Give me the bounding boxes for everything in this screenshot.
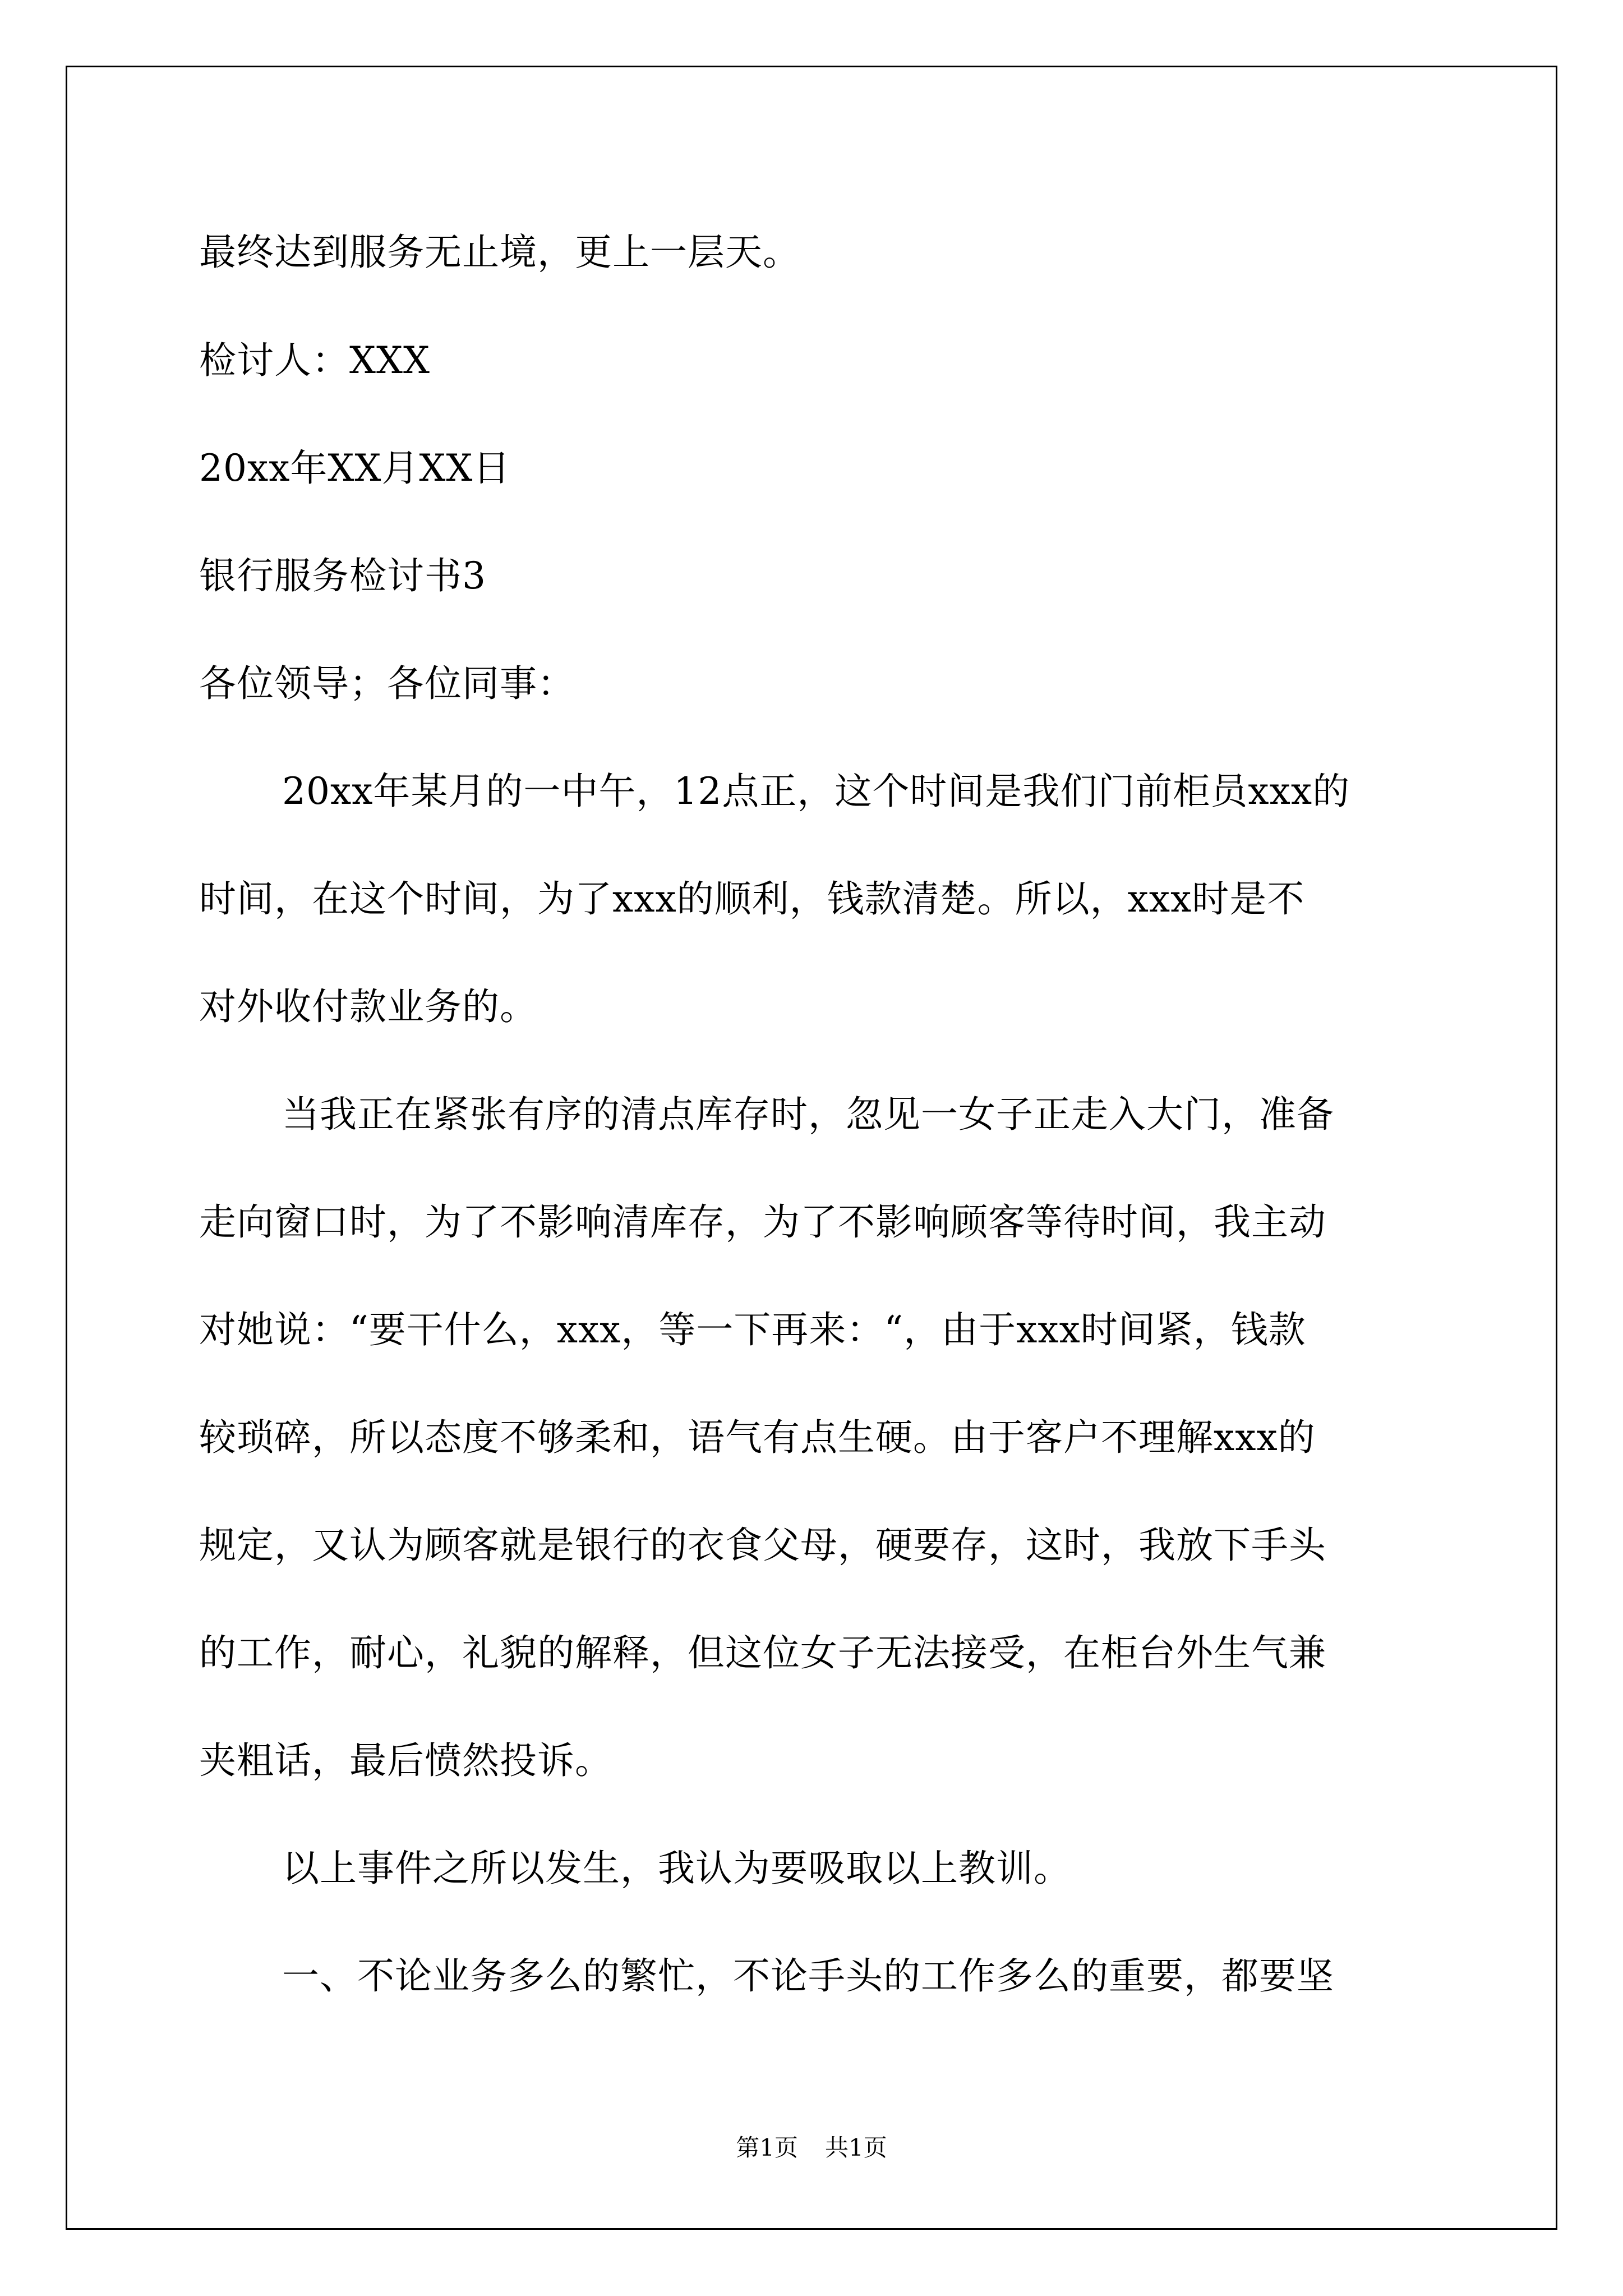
text-line: 20xx年某月的一中午，12点正，这个时间是我们门前柜员xxx的 (282, 770, 1350, 813)
text-line: 走向窗口时，为了不影响清库存，为了不影响顾客等待时间，我主动 (199, 1200, 1326, 1244)
text-line: 规定，又认为顾客就是银行的衣食父母，硬要存，这时，我放下手头 (199, 1524, 1326, 1567)
text-line: 较琐碎，所以态度不够柔和，语气有点生硬。由于客户不理解xxx的 (199, 1416, 1316, 1459)
text-line: 对外收付款业务的。 (199, 985, 537, 1028)
page-number-current: 第1页 (736, 2134, 798, 2161)
text-line: 一、不论业务多么的繁忙，不论手头的工作多么的重要，都要坚 (282, 1954, 1334, 1998)
text-line: 时间，在这个时间，为了xxx的顺利，钱款清楚。所以，xxx时是不 (199, 877, 1305, 921)
text-line: 的工作，耐心，礼貌的解释，但这位女子无法接受，在柜台外生气兼 (199, 1631, 1326, 1674)
page-footer (0, 2134, 1623, 2162)
text-line: 当我正在紧张有序的清点库存时，忽见一女子正走入大门，准备 (282, 1093, 1334, 1136)
signatory-line: 检讨人：XXX (199, 339, 430, 382)
date-line: 20xx年XX月XX日 (199, 447, 511, 490)
text-line: 以上事件之所以发生，我认为要吸取以上教训。 (282, 1847, 1071, 1890)
page-border (66, 66, 1557, 2230)
text-line: 对她说：“要干什么，xxx，等一下再来：“，由于xxx时间紧，钱款 (199, 1308, 1306, 1351)
text-line: 夹粗话，最后愤然投诉。 (199, 1739, 612, 1782)
text-line: 最终达到服务无止境，更上一层天。 (199, 231, 800, 274)
salutation-line: 各位领导；各位同事： (199, 662, 575, 705)
section-title: 银行服务检讨书3 (199, 554, 486, 597)
page-number-total: 共1页 (825, 2134, 887, 2161)
